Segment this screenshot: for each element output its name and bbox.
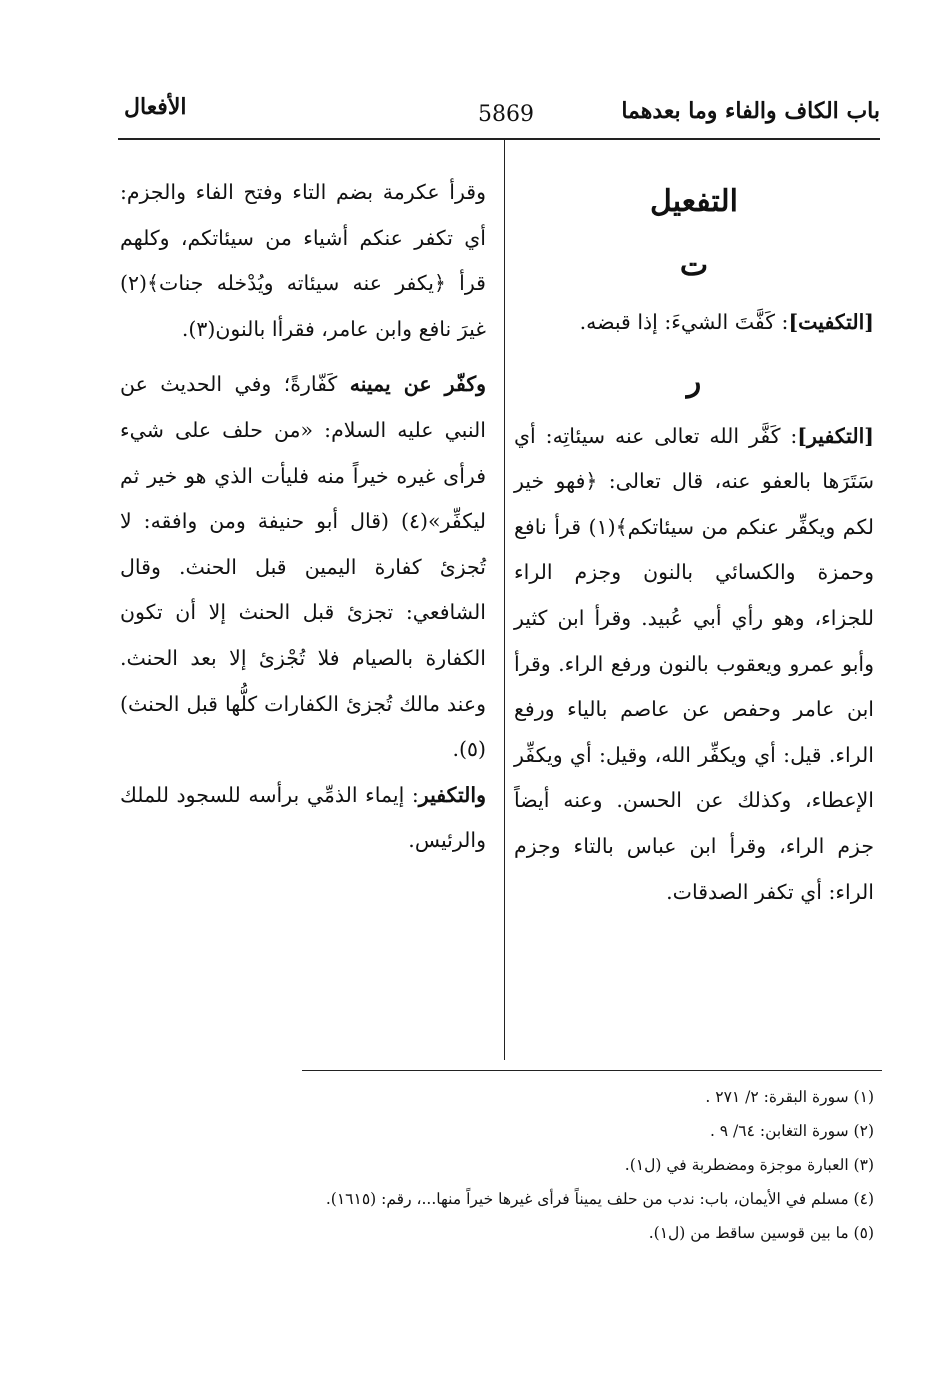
paragraph: وقرأ عكرمة بضم التاء وفتح الفاء والجزم: أي تكفر عنكم أشياء من سيئاتكم، وكلهم قرأ ﴿يكفر عنه سيئاته ويُدْخله جنات﴾(٢) غيرَ نافع وابن عامر، فقرأا بالنون(٣). [120, 180, 486, 341]
entry-term: [التكفير] [797, 423, 874, 448]
left-column [120, 170, 486, 864]
entry-term: [التكفيت] [788, 310, 874, 334]
footnote: (١) سورة البقرة: ٢/ ٢٧١ . [705, 1088, 874, 1106]
header-rule [118, 138, 880, 140]
entry-takfir [514, 414, 874, 916]
entry-text: : كَفَّر الله تعالى عنه سيئاتِه: أي سَتَرَها بالعفو عنه، قال تعالى: ﴿فهو خير لكم ويكفِّر عنكم من سيئاتكم﴾(١) قرأ نافع وحمزة والكسائي بالنون وجزم الراء للجزاء، وهو رأي أبي عُبيد. وقرأ ابن كثير وأبو عمرو ويعقوب بالنون ورفع الراء. وقرأ ابن عامر وحفص عن عاصم بالياء ورفع الراء. قيل: أي ويكفِّر الله، وقيل: أي ويكفِّر الإعطاء، وكذلك عن الحسن. وعنه أيضاً جزم الراء، وقرأ ابن عباس بالتاء وجزم الراء: أي تكفر الصدقات. [514, 423, 875, 904]
footnote: (٣) العبارة موجزة ومضطربة في (ل١). [624, 1156, 874, 1174]
entry-text: : إيماء الذمِّي برأسه للسجود للملك والرئيس. [120, 782, 486, 853]
page-header [118, 92, 880, 136]
footnote: (٢) سورة التغابن: ٦٤/ ٩ . [709, 1122, 874, 1140]
entry-text: : كَفَّتَ الشيءَ: إذا قبضه. [579, 310, 789, 334]
entry-term: والتكفير [418, 782, 486, 807]
paragraph [120, 362, 486, 772]
paragraph [120, 773, 486, 864]
letter-heading-ra: ر [686, 363, 702, 399]
footnote-rule [302, 1070, 882, 1071]
chapter-title: باب الكاف والفاء وما بعدهما [621, 98, 880, 124]
entry-takfit [514, 300, 874, 346]
footnote: (٤) مسلم في الأيمان، باب: ندب من حلف يميناً فرأى غيرها خيراً منها...، رقم: (١٦١٥). [325, 1190, 874, 1208]
right-column [514, 160, 874, 915]
entry-text: كَفّارةً؛ وفي الحديث عن النبي عليه السلام: «من حلف على شيء فرأى غيره خيراً منه فليأت الذي هو خير ثم ليكفِّر»(٤) (قال أبو حنيفة ومن وافقه: لا تُجزئ كفارة اليمين قبل الحنث. وقال الشافعي: تجزئ قبل الحنث إلا أن تكون الكفارة بالصيام فلا تُجْزئ إلا بعد الحنث. وعند مالك تُجزئ الكفارات كلُّها قبل الحنث)(٥). [120, 372, 486, 762]
section-title: الأفعال [124, 94, 187, 120]
footnote: (٥) ما بين قوسين ساقط من (ل١). [648, 1224, 874, 1242]
entry-term: وكفّر عن يمينه [349, 372, 486, 397]
page-number: 5869 [478, 102, 534, 127]
section-heading: التفعيل [650, 184, 738, 219]
letter-heading-ta: ت [679, 248, 709, 283]
footnotes [154, 1080, 874, 1250]
column-divider [504, 138, 505, 1060]
